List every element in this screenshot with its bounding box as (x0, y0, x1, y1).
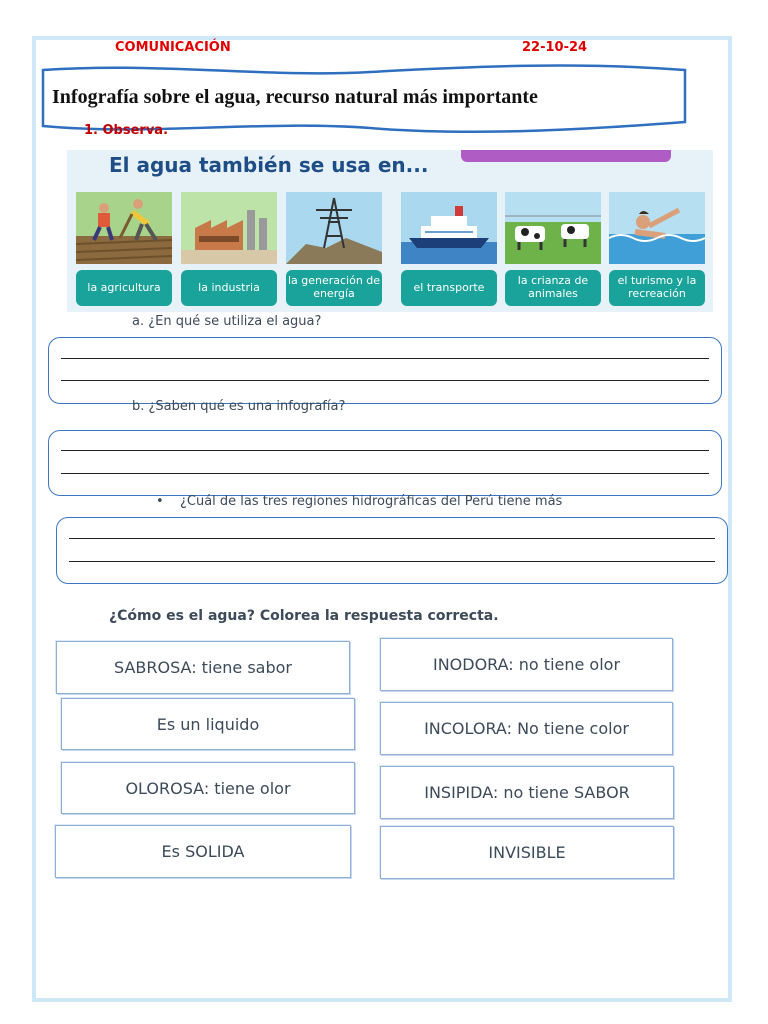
question-c: ¿Cuál de las tres regiones hidrográficas del Perú tiene más (180, 494, 563, 509)
option-insipida[interactable]: INSIPIDA: no tiene SABOR (380, 766, 674, 819)
panel-tourism (609, 192, 705, 264)
farmers-icon (76, 192, 172, 264)
caption-livestock: la crianza de animales (505, 270, 601, 306)
option-incolora[interactable]: INCOLORA: No tiene color (380, 702, 673, 755)
factory-icon (181, 192, 277, 264)
option-liquido[interactable]: Es un liquido (61, 698, 355, 750)
cows-icon (505, 192, 601, 264)
answer-line (69, 538, 715, 539)
section-title-como-es-el-agua: ¿Cómo es el agua? Colorea la respuesta correcta. (109, 608, 499, 624)
caption-industry: la industria (181, 270, 277, 306)
answer-box-a[interactable] (48, 337, 722, 404)
question-b: b. ¿Saben qué es una infografía? (132, 399, 346, 414)
option-inodora[interactable]: INODORA: no tiene olor (380, 638, 673, 691)
subject-label: COMUNICACIÓN (115, 40, 231, 55)
power-tower-icon (286, 192, 382, 264)
question-c-bullet: • (156, 494, 164, 509)
date-label: 22-10-24 (522, 40, 588, 55)
answer-line (61, 450, 709, 451)
question-a: a. ¿En qué se utiliza el agua? (132, 314, 322, 329)
panel-livestock (505, 192, 601, 264)
panel-energy (286, 192, 382, 264)
step-observa: 1. Observa. (84, 123, 169, 138)
panel-agriculture (76, 192, 172, 264)
option-solida[interactable]: Es SOLIDA (55, 825, 351, 878)
panel-industry (181, 192, 277, 264)
caption-transport: el transporte (401, 270, 497, 306)
option-invisible[interactable]: INVISIBLE (380, 826, 674, 879)
swimmer-icon (609, 192, 705, 264)
caption-energy: la generación de energía (286, 270, 382, 306)
answer-line (61, 358, 709, 359)
water-uses-infographic (67, 150, 713, 312)
answer-box-c[interactable] (56, 517, 728, 584)
infographic-heading: El agua también se usa en... (109, 153, 429, 177)
infographic-tab (461, 150, 671, 162)
ship-icon (401, 192, 497, 264)
option-olorosa[interactable]: OLOROSA: tiene olor (61, 762, 355, 814)
answer-line (69, 561, 715, 562)
caption-agriculture: la agricultura (76, 270, 172, 306)
caption-tourism: el turismo y la recreación (609, 270, 705, 306)
answer-box-b[interactable] (48, 430, 722, 496)
answer-line (61, 473, 709, 474)
worksheet-title: Infografía sobre el agua, recurso natural más importante (52, 86, 538, 108)
option-sabrosa[interactable]: SABROSA: tiene sabor (56, 641, 350, 694)
answer-line (61, 380, 709, 381)
panel-transport (401, 192, 497, 264)
